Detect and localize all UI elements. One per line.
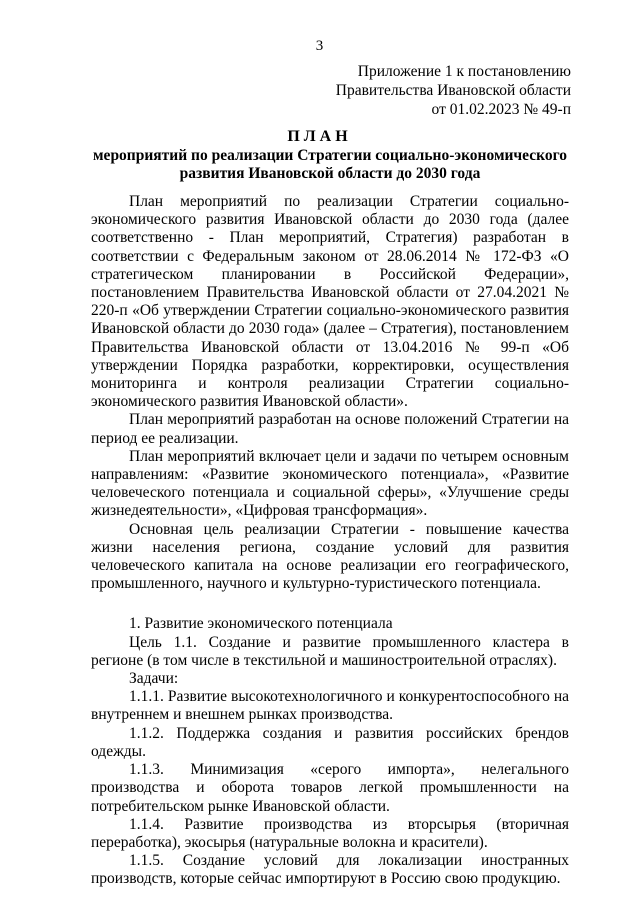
task-item: 1.1.4. Развитие производства из вторсырья (вторичная переработка), экосырья (натуральные волокна и красители). [91,815,569,851]
goal-paragraph: Цель 1.1. Создание и развитие промышленного кластера в регионе (в том числе в текстильной и машиностроительной отраслях). [91,633,569,669]
section-heading: 1. Развитие экономического потенциала [129,615,393,633]
period-paragraph: План мероприятий разработан на основе положений Стратегии на период ее реализации. [91,411,569,447]
appendix-line-2: Правительства Ивановской области [335,82,571,99]
document-body [91,193,569,889]
page-number: 3 [315,38,324,54]
appendix-line-1: Приложение 1 к постановлению [357,63,571,80]
document-subtitle: мероприятий по реализации Стратегии социально-экономического развития Ивановской области до 2030 года [93,147,567,182]
tasks-label: Задачи: [129,670,179,688]
task-item: 1.1.5. Создание условий для локализации иностранных производств, которые сейчас импортируют в Россию свою продукцию. [91,852,569,888]
appendix-line-3: от 01.02.2023 № 49-п [431,101,571,118]
main-goal-paragraph: Основная цель реализации Стратегии - повышение качества жизни населения региона, создание условий для развития человеческого капитала на основе реализации его географического, промышленного, научного и культурно-туристического потенциала. [91,520,569,593]
task-item: 1.1.2. Поддержка создания и развития российских брендов одежды. [91,724,569,760]
task-item: 1.1.3. Минимизация «серого импорта», нелегального производства и оборота товаров легкой промышленности на потребительском рынке Ивановской области. [91,761,569,815]
directions-paragraph: План мероприятий включает цели и задачи по четырем основным направлениям: «Развитие экономического потенциала», «Развитие человеческого потенциала и социальной сферы», «Улучшение среды жизнедеятельности», «Цифровая трансформация». [91,447,569,520]
intro-paragraph: План мероприятий по реализации Стратегии социально-экономического развития Ивановской области до 2030 года (далее соответственно - План мероприятий, Стратегия) разработан в соответствии с Федеральным законом от 28.06.2014 № 172-ФЗ «О стратегическом планировании в Российской Федерации», постановлением Правительства Ивановской области от 27.04.2021 № 220-п «Об утверждении Стратегии социально-экономического развития Ивановской области до 2030 года» (далее – Стратегия), постановлением Правительства Ивановской области от 13.04.2016 № 99-п «Об утверждении Порядка разработки, корректировки, осуществления мониторинга и контроля реализации Стратегии социально-экономического развития Ивановской области». [91,193,569,411]
task-item: 1.1.1. Развитие высокотехнологичного и конкурентоспособного на внутреннем и внешнем рынках производства. [91,688,569,724]
document-title: ПЛАН [287,128,352,145]
appendix-block [336,62,571,119]
